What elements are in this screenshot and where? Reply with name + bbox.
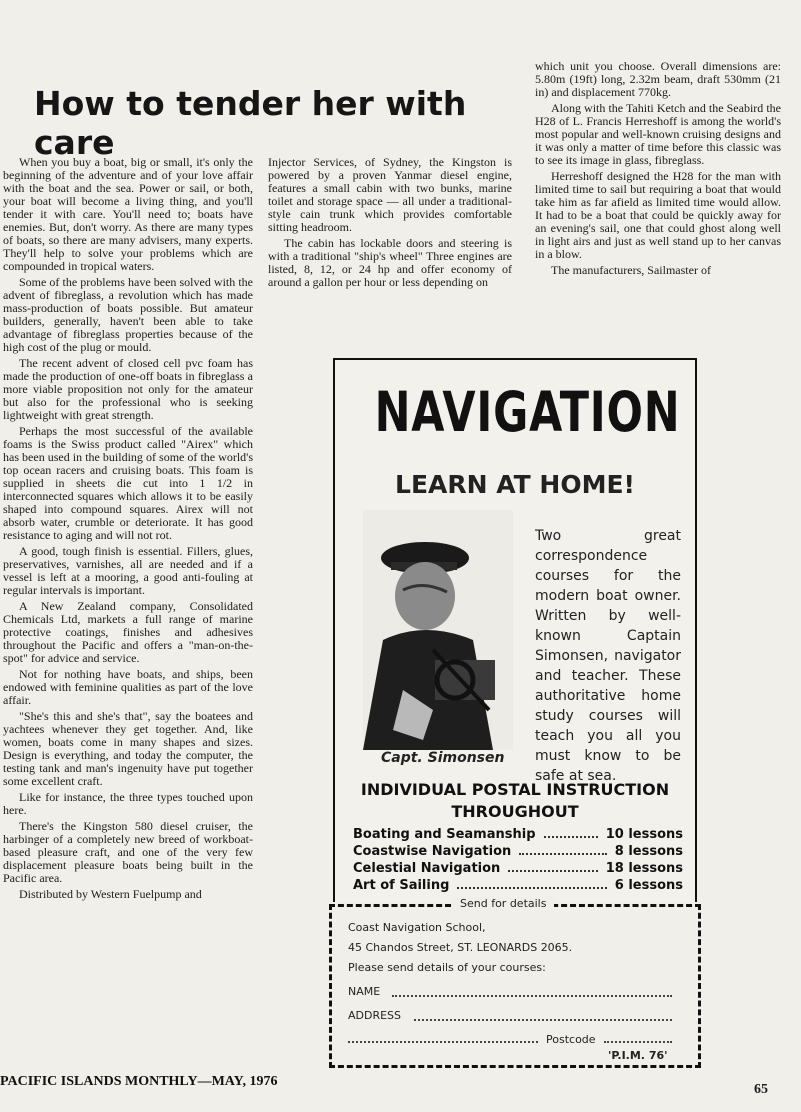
course-name: Coastwise Navigation — [353, 844, 512, 859]
paragraph: The cabin has lockable doors and steering is with a traditional "ship's wheel" Three engines are listed, 8, 12, or 24 hp and offer economy of around a gallon per hour or less depending on — [268, 236, 512, 289]
address-field[interactable] — [414, 1019, 672, 1021]
navigation-advertisement — [333, 358, 697, 902]
mail-coupon[interactable] — [329, 897, 701, 1068]
captain-illustration — [363, 510, 513, 750]
course-lessons: 6 lessons — [614, 878, 683, 893]
address-label: ADDRESS — [348, 1009, 402, 1022]
instruction-heading: INDIVIDUAL POSTAL INSTRUCTION — [360, 780, 670, 799]
paragraph: Along with the Tahiti Ketch and the Seabird the H28 of L. Francis Herreshoff is among the world's most popular and well-known cruising designs and it was only a matter of time before this classic was to see its image in glass, fibreglass. — [535, 101, 781, 167]
school-name: Coast Navigation School, — [348, 921, 486, 934]
publication-footer: PACIFIC ISLANDS MONTHLY—MAY, 1976 — [0, 1074, 278, 1089]
paragraph: A New Zealand company, Consolidated Chemicals Ltd, markets a full range of marine protective coatings, finishes and adhesives throughout the Pacific and offers a "man-on-the-spot" for advice and service. — [3, 599, 253, 665]
instruction-heading-2: THROUGHOUT — [451, 802, 579, 821]
paragraph: Like for instance, the three types touched upon here. — [3, 790, 253, 817]
paragraph: When you buy a boat, big or small, it's only the beginning of the adventure and of your love affair with the boat and the sea. Power or sail, or both, your boat will become a living thing, and you'll tender it with care. You'll need to; boats have enemies. But, don't worry. As there are many types of boats, so there are many advisers, many experts. They'll help to solve your problems which are compounded in tropical waters. — [3, 155, 253, 273]
paragraph: which unit you choose. Overall dimensions are: 5.80m (19ft) long, 2.32m beam, draft 530mm (21 in) and displacement 770kg. — [535, 59, 781, 99]
course-list — [353, 826, 683, 894]
course-name: Celestial Navigation — [353, 861, 501, 876]
postcode-field[interactable] — [604, 1041, 672, 1043]
article-column-1 — [3, 156, 253, 904]
coupon-header: Send for details — [452, 897, 554, 910]
paragraph: Herreshoff designed the H28 for the man with limited time to sail but requiring a boat that would take him as far afield as limited time would allow. It had to be a boat that could be quickly away for an evening's sail, one that could ghost along well in light airs and just as well stand up to her canvas in a blow. — [535, 169, 781, 261]
article-headline: How to tender her with care — [34, 84, 467, 162]
name-label: NAME — [348, 985, 381, 998]
ad-blurb: Two great correspondence courses for the modern boat owner. Written by well-known Captain Simonsen, navigator and teacher. These authoritative home study courses will teach you all you must know to be safe at sea. — [535, 528, 681, 784]
captain-photo — [363, 510, 513, 750]
coupon-code: 'P.I.M. 76' — [608, 1049, 668, 1062]
course-lessons: 8 lessons — [614, 844, 683, 859]
course-name: Boating and Seamanship — [353, 827, 536, 842]
course-item — [353, 843, 683, 860]
ad-title: NAVIGATION — [374, 380, 681, 444]
paragraph: The manufacturers, Sailmaster of — [551, 263, 711, 277]
course-lessons: 10 lessons — [605, 827, 683, 842]
request-text: Please send details of your courses: — [348, 961, 546, 974]
school-address: 45 Chandos Street, ST. LEONARDS 2065. — [348, 941, 573, 954]
paragraph: Distributed by Western Fuelpump and — [19, 887, 202, 901]
course-item — [353, 877, 683, 894]
photo-caption: Capt. Simonsen — [381, 750, 505, 766]
course-item — [353, 860, 683, 877]
paragraph: "She's this and she's that", say the boatees and yachtees whenever they get together. And, like women, boats come in many shapes and sizes. Design is everything, and today the computer, the testing tank and man's ingenuity have put together some excellent craft. — [3, 709, 253, 788]
address-field-2[interactable] — [348, 1041, 538, 1043]
postcode-label: Postcode — [546, 1033, 596, 1046]
paragraph: Not for nothing have boats, and ships, been endowed with feminine qualities as part of the love affair. — [3, 667, 253, 707]
course-name: Art of Sailing — [353, 878, 450, 893]
paragraph: Perhaps the most successful of the available foams is the Swiss product called "Airex" which has been used in the building of some of the world's top ocean racers and cruising boats. This foam is supplied in sheets die cut into 1 1/2 in interconnected squares which allows it to be easily shaped into compound squares. Airex will not absorb water, crumble or deteriorate. It has good resistance to aging and will not rot. — [3, 424, 253, 542]
page-number: 65 — [754, 1082, 768, 1097]
article-column-3 — [535, 60, 781, 280]
name-field[interactable] — [392, 995, 672, 997]
article-column-2 — [268, 156, 512, 292]
paragraph: A good, tough finish is essential. Fillers, glues, preservatives, varnishes, all are needed and if a vessel is left at a mooring, a good anti-fouling at regular intervals is important. — [3, 544, 253, 597]
paragraph: There's the Kingston 580 diesel cruiser, the harbinger of a completely new breed of workboat-based pleasure craft, and one of the very few displacement pleasure boats being built in the Pacific area. — [3, 819, 253, 885]
course-lessons: 18 lessons — [605, 861, 683, 876]
paragraph: Some of the problems have been solved with the advent of fibreglass, a revolution which has made mass-production of boats possible. But amateur builders, generally, haven't been able to take advantage of fibreglass properties because of the high cost of the plug or mould. — [3, 275, 253, 354]
paragraph: Injector Services, of Sydney, the Kingston is powered by a proven Yanmar diesel engine, features a small cabin with two bunks, marine toilet and storage space — all under a traditional-style cain trunk which provides comfortable sitting headroom. — [268, 155, 512, 234]
paragraph: The recent advent of closed cell pvc foam has made the production of one-off boats in fibreglass a more viable proposition not only for the amateur but also for the professional who is seeking lightweight with great strength. — [3, 356, 253, 422]
course-item — [353, 826, 683, 843]
ad-subtitle: LEARN AT HOME! — [395, 470, 635, 499]
